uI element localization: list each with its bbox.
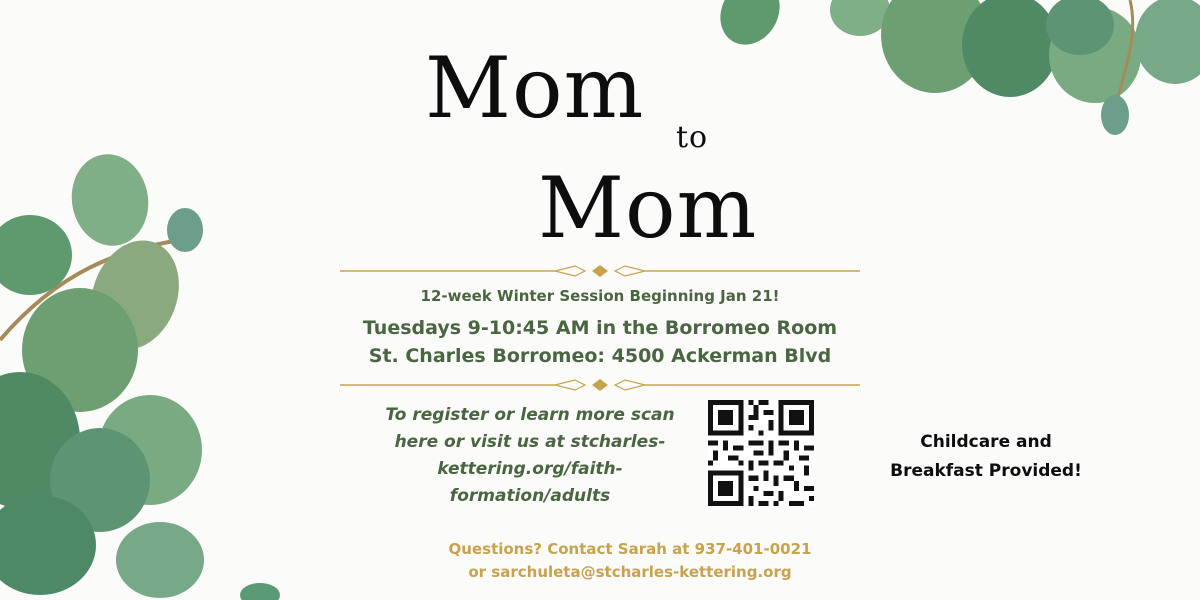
title-mom-2: Mom bbox=[538, 159, 758, 257]
ornament-divider-bottom-icon bbox=[340, 377, 860, 393]
eucalyptus-right-icon bbox=[720, 0, 1200, 140]
session-text: 12-week Winter Session Beginning Jan 21! bbox=[420, 287, 780, 305]
contact-line-1: Questions? Contact Sarah at 937-401-0021 bbox=[448, 540, 812, 558]
childcare-line-1: Childcare and bbox=[920, 432, 1052, 452]
contact-text bbox=[420, 538, 840, 584]
title-mom-1: Mom bbox=[425, 39, 645, 137]
qr-code-icon[interactable] bbox=[708, 400, 814, 506]
ornament-divider-top-icon bbox=[340, 263, 860, 279]
eucalyptus-left-icon bbox=[0, 140, 300, 600]
childcare-text bbox=[870, 428, 1102, 486]
register-line-4: formation/adults bbox=[449, 486, 611, 506]
schedule-place: St. Charles Borromeo: 4500 Ackerman Blvd bbox=[368, 345, 832, 367]
schedule-time: Tuesdays 9-10:45 AM in the Borromeo Room bbox=[362, 317, 838, 339]
register-line-3: kettering.org/faith- bbox=[437, 459, 623, 479]
register-line-1: To register or learn more scan bbox=[385, 405, 675, 425]
register-line-2: here or visit us at stcharles- bbox=[394, 432, 666, 452]
register-text bbox=[380, 402, 680, 510]
childcare-line-2: Breakfast Provided! bbox=[890, 461, 1082, 481]
contact-line-2[interactable]: or sarchuleta@stcharles-kettering.org bbox=[468, 563, 792, 581]
title-to: to bbox=[676, 120, 709, 155]
